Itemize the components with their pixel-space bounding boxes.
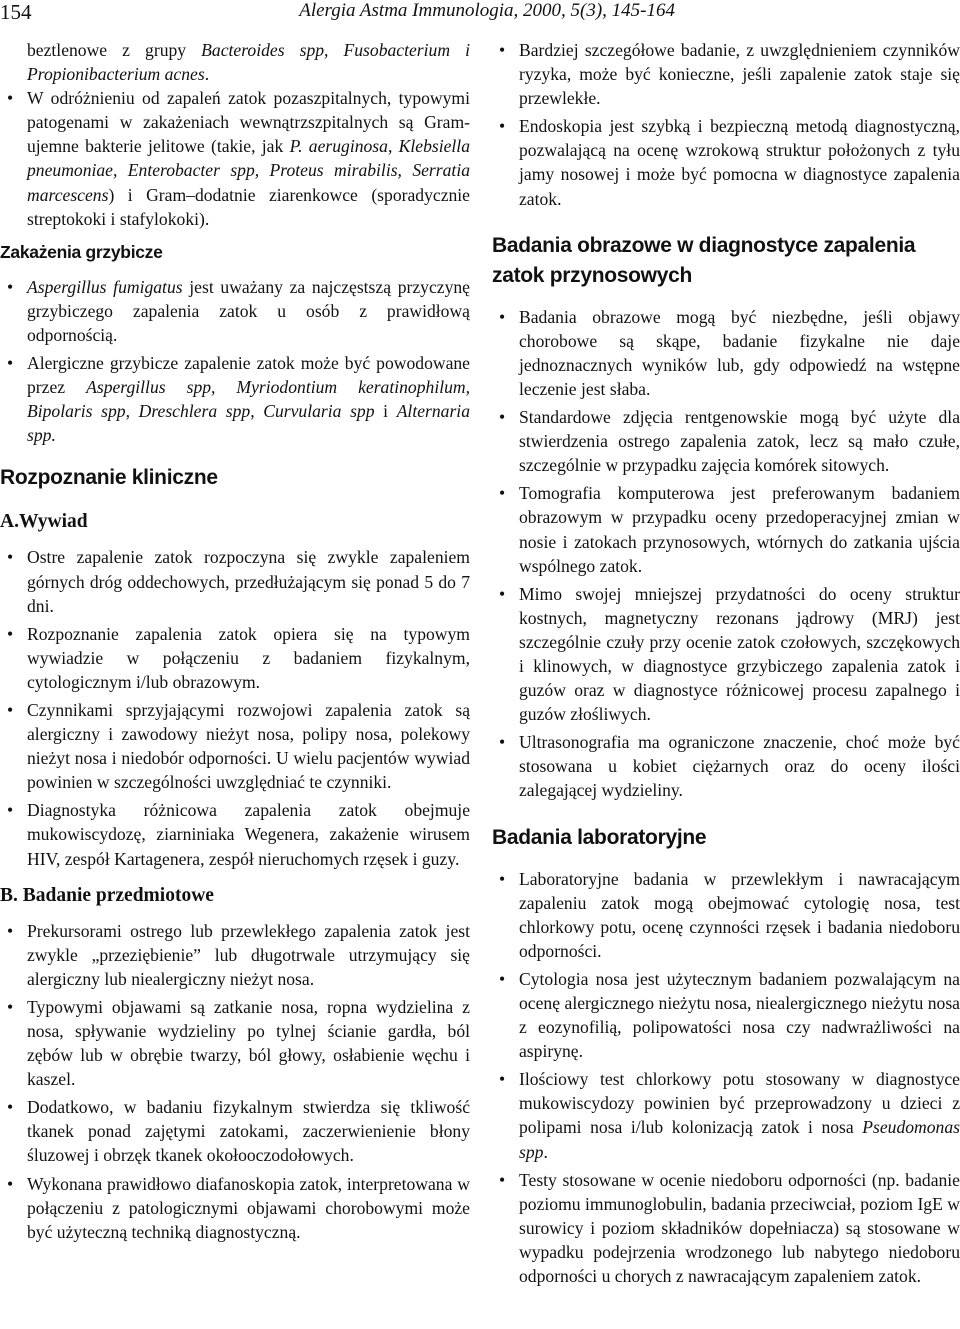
bullet-icon: • [7,276,14,297]
list-item [0,545,470,617]
clinical-heading: Rozpoznanie kliniczne [0,466,218,490]
text-run: jest uważany za najczęstszą przyczynę grzybiczego zapalenia zatok u osób z prawidłową odpornością. [27,276,470,345]
text-run: Tomografia komputerowa jest preferowanym badaniem obrazowym w przypadku oceny przedoperacyjnej zmian w nosie i zatokach przynosowych, wtórnych do zatkania ujścia wspólnego zatok. [519,483,960,576]
right-column [492,38,960,1292]
text-run: . [543,1141,548,1162]
exam-heading: B. Badanie przedmiotowe [0,884,214,906]
text-run: Alergiczne grzybicze zapalenie zatok może być powodowane przez [27,353,470,398]
running-head: Alergia Astma Immunologia, 2000, 5(3), 145-164 [299,0,675,21]
fungal-heading: Zakażenia grzybicze [0,241,163,262]
list-item [492,405,960,477]
list-item-text [519,114,960,210]
bullet-icon: • [499,968,506,989]
list-item-text [27,545,470,617]
text-run: Cytologia nosa jest użytecznym badaniem pozwalającym na ocenę alergicznego nieżytu nosa, niealergicznego nieżytu nosa z eozynofilią, polipowatości nosa czy nadwrażliwości na aspirynę. [519,968,960,1062]
bullet-icon: • [7,1173,14,1194]
list-item [0,1095,470,1167]
list-item [492,114,960,210]
exam-list [0,919,470,1244]
bullet-icon: • [499,732,506,753]
list-item-text [27,86,470,231]
italic-text: P. aeruginosa, Klebsiella pneumoniae, Enterobacter spp, Proteus mirabilis, Serratia marcescens [27,136,470,205]
list-item [0,919,470,991]
list-item [492,1067,960,1163]
bullet-icon: • [7,547,14,568]
list-item [492,481,960,577]
text-run: Standardowe zdjęcia rentgenowskie mogą być użyte dla stwierdzenia ostrego zapalenia zatok, lecz są mało czułe, szczególnie w przypadku zajęcia komórek sitowych. [519,407,960,476]
list-item [0,86,470,231]
list-item [492,867,960,963]
imaging-heading: Badania obrazowe w diagnostyce zapalenia zatok przynosowych [492,233,916,287]
text-run: . [204,64,210,85]
left-column [0,38,470,1248]
list-item-text [27,995,470,1091]
lab-list [492,867,960,1289]
bullet-icon: • [7,996,14,1017]
bullet-icon: • [499,40,506,60]
text-run: Ostre zapalenie zatok rozpoczyna się zwykle zapaleniem górnych dróg oddechowych, przedłużającym się ponad 5 do 7 dni. [27,547,470,616]
list-item-text [27,1172,470,1244]
fungal-list [0,275,470,448]
list-item-text [519,405,960,477]
list-item-text [519,582,960,727]
bullet-icon: • [499,1169,506,1190]
list-item [492,582,960,727]
list-item [492,38,960,110]
text-run: Typowymi objawami są zatkanie nosa, ropna wydzielina z nosa, spływanie wydzieliny po tylnej ścianie gardła, ból zębów lub w obrębie twarzy, ból głowy, osłabienie węchu i kaszel. [27,996,470,1090]
list-item-text [27,275,470,347]
text-run: Testy stosowane w ocenie niedoboru odporności (np. badanie poziomu immunoglobulin, badania przeciwciał, poziom IgE w surowicy i poziom składników dopełniacza) są stosowane w wypadku podejrzenia wrodzonego lub nabytego niedoboru odporności u chorych z nawracającym zapaleniem zatok. [519,1169,960,1287]
list-item-text [27,698,470,794]
bullet-icon: • [7,88,14,109]
text-run: Rozpoznanie zapalenia zatok opiera się na typowym wywiadzie w połączeniu z badaniem fizykalnym, cytologicznym i/lub obrazowym. [27,623,470,692]
text-run: Ilościowy test chlorkowy potu stosowany w diagnostyce mukowiscydozy powinien być przeprowadzony u dzieci z polipami nosa i/lub kolonizacją zatok i nosa [519,1069,960,1138]
bullet-icon: • [499,407,506,428]
text-run: Bardziej szczegółowe badanie, z uwzględnieniem czynników ryzyka, może być konieczne, jeśli zapalenie zatok staje się przewlekłe. [519,40,960,109]
list-item [492,305,960,401]
text-run: Badania obrazowe mogą być niezbędne, jeśli objawy chorobowe są skąpe, badanie fizykalne nie daje jednoznacznych wyników lub, gdy odpowiedź na wstępne leczenie jest słaba. [519,306,960,399]
text-run: Mimo swojej mniejszej przydatności do oceny struktur kostnych, magnetyczny rezonans jądrowy (MRJ) jest szczególnie czuły przy ocenie zatok czołowych, szczękowych i klinowych, w diagnostyce grzybiczego zapalenia zatok i guzów oraz w diagnostyce różnicowej procesu zapalnego i guzów złośliwych. [519,583,960,725]
list-item [492,967,960,1063]
list-item-text [27,798,470,870]
list-item [492,1168,960,1288]
italic-text: Aspergillus fumigatus [27,276,183,297]
list-item [0,995,470,1091]
text-run: Diagnostyka różnicowa zapalenia zatok obejmuje mukowiscydozę, ziarniniaka Wegenera, zakażenie wirusem HIV, zespół Kartagenera, zespół nieruchomych rzęsek i guzy. [27,800,470,869]
text-run: W odróżnieniu od zapaleń zatok pozaszpitalnych, typowymi patogenami w zakażeniach wewnątrzszpitalnych są Gram-ujemne bakterie jelitowe (takie, jak [27,88,470,157]
list-item-text [519,481,960,577]
italic-text: Bacteroides spp, Fusobacterium i Propionibacterium acnes [27,40,470,85]
list-item-text [519,305,960,401]
text-run: Prekursorami ostrego lub przewlekłego zapalenia zatok jest zwykle „przeziębienie” lub długotrwale utrzymujący się alergiczny lub niealergiczny nieżyt nosa. [27,920,470,989]
list-item [0,622,470,694]
italic-text: Aspergillus spp, Myriodontium keratinophilum, Bipolaris spp, Dreschlera spp, Curvularia spp [27,377,470,422]
bullet-icon: • [499,483,506,504]
history-list [0,545,470,870]
history-heading: A.Wywiad [0,511,88,533]
bullet-icon: • [499,306,506,327]
list-item [492,730,960,802]
nosocomial-list [0,86,470,231]
bullet-icon: • [7,800,14,821]
list-item-text [27,1095,470,1167]
list-item [0,698,470,794]
imaging-list [492,305,960,803]
italic-text: Alternaria spp. [27,401,470,446]
text-run: i [374,401,397,422]
list-item-text [519,1067,960,1163]
text-run: Ultrasonografia ma ograniczone znaczenie, choć może być stosowana u kobiet ciężarnych oraz do oceny ilości zalegającej wydzieliny. [519,732,960,801]
text-run: ) i Gram–dodatnie ziarenkowce (sporadycznie streptokoki i stafylokoki). [27,184,470,229]
bullet-icon: • [499,1069,506,1090]
bullet-icon: • [7,1097,14,1118]
bullet-icon: • [7,623,14,644]
text-run: beztlenowe z grupy [27,40,202,60]
bullet-icon: • [7,920,14,941]
text-run: Endoskopia jest szybką i bezpieczną metodą diagnostyczną, pozwalającą na ocenę wzrokową struktur położonych z tyłu jamy nosowej i może być pomocna w diagnostyce zapalenia zatok. [519,116,960,209]
bullet-icon: • [7,699,14,720]
text-run: Dodatkowo, w badaniu fizykalnym stwierdza się tkliwość tkanek ponad zajętymi zatokami, zaczerwienienie błony śluzowej i obrzęk tkanek okołooczodołowych. [27,1097,470,1166]
text-run: Laboratoryjne badania w przewlekłym i nawracającym zapaleniu zatok mogą obejmować cytologię nosa, test chlorkowy potu, ocenę czynności rzęsek i badania niedoboru odporności. [519,868,960,961]
list-item-text [27,622,470,694]
page-number: 154 [0,0,32,24]
list-item-text [27,919,470,991]
list-item-text [27,351,470,447]
bullet-icon: • [499,868,506,889]
bullet-icon: • [7,353,14,374]
text-run: Wykonana prawidłowo diafanoskopia zatok, interpretowana w połączeniu z patologicznymi objawami chorobowymi może być użyteczną techniką diagnostyczną. [27,1173,470,1242]
bullet-icon: • [499,583,506,604]
list-item [0,351,470,447]
endoscopy-list [492,38,960,211]
list-item-text [519,967,960,1063]
list-item-text [519,730,960,802]
bullet-icon: • [499,116,506,137]
text-run: Czynnikami sprzyjającymi rozwojowi zapalenia zatok są alergiczny i zawodowy nieżyt nosa, polipy nosa, polekowy nieżyt nosa i niedobór odporności. U wielu pacjentów wywiad powinien w szczególności uwzględniać te czynniki. [27,699,470,793]
list-item [0,798,470,870]
list-item-text [519,867,960,963]
italic-text: Pseudomonas spp [519,1117,960,1162]
list-item-text [519,1168,960,1288]
list-item [0,1172,470,1244]
intro-paragraph [0,38,470,86]
list-item-text [519,38,960,110]
lab-heading: Badania laboratoryjne [492,825,707,849]
list-item [0,275,470,347]
